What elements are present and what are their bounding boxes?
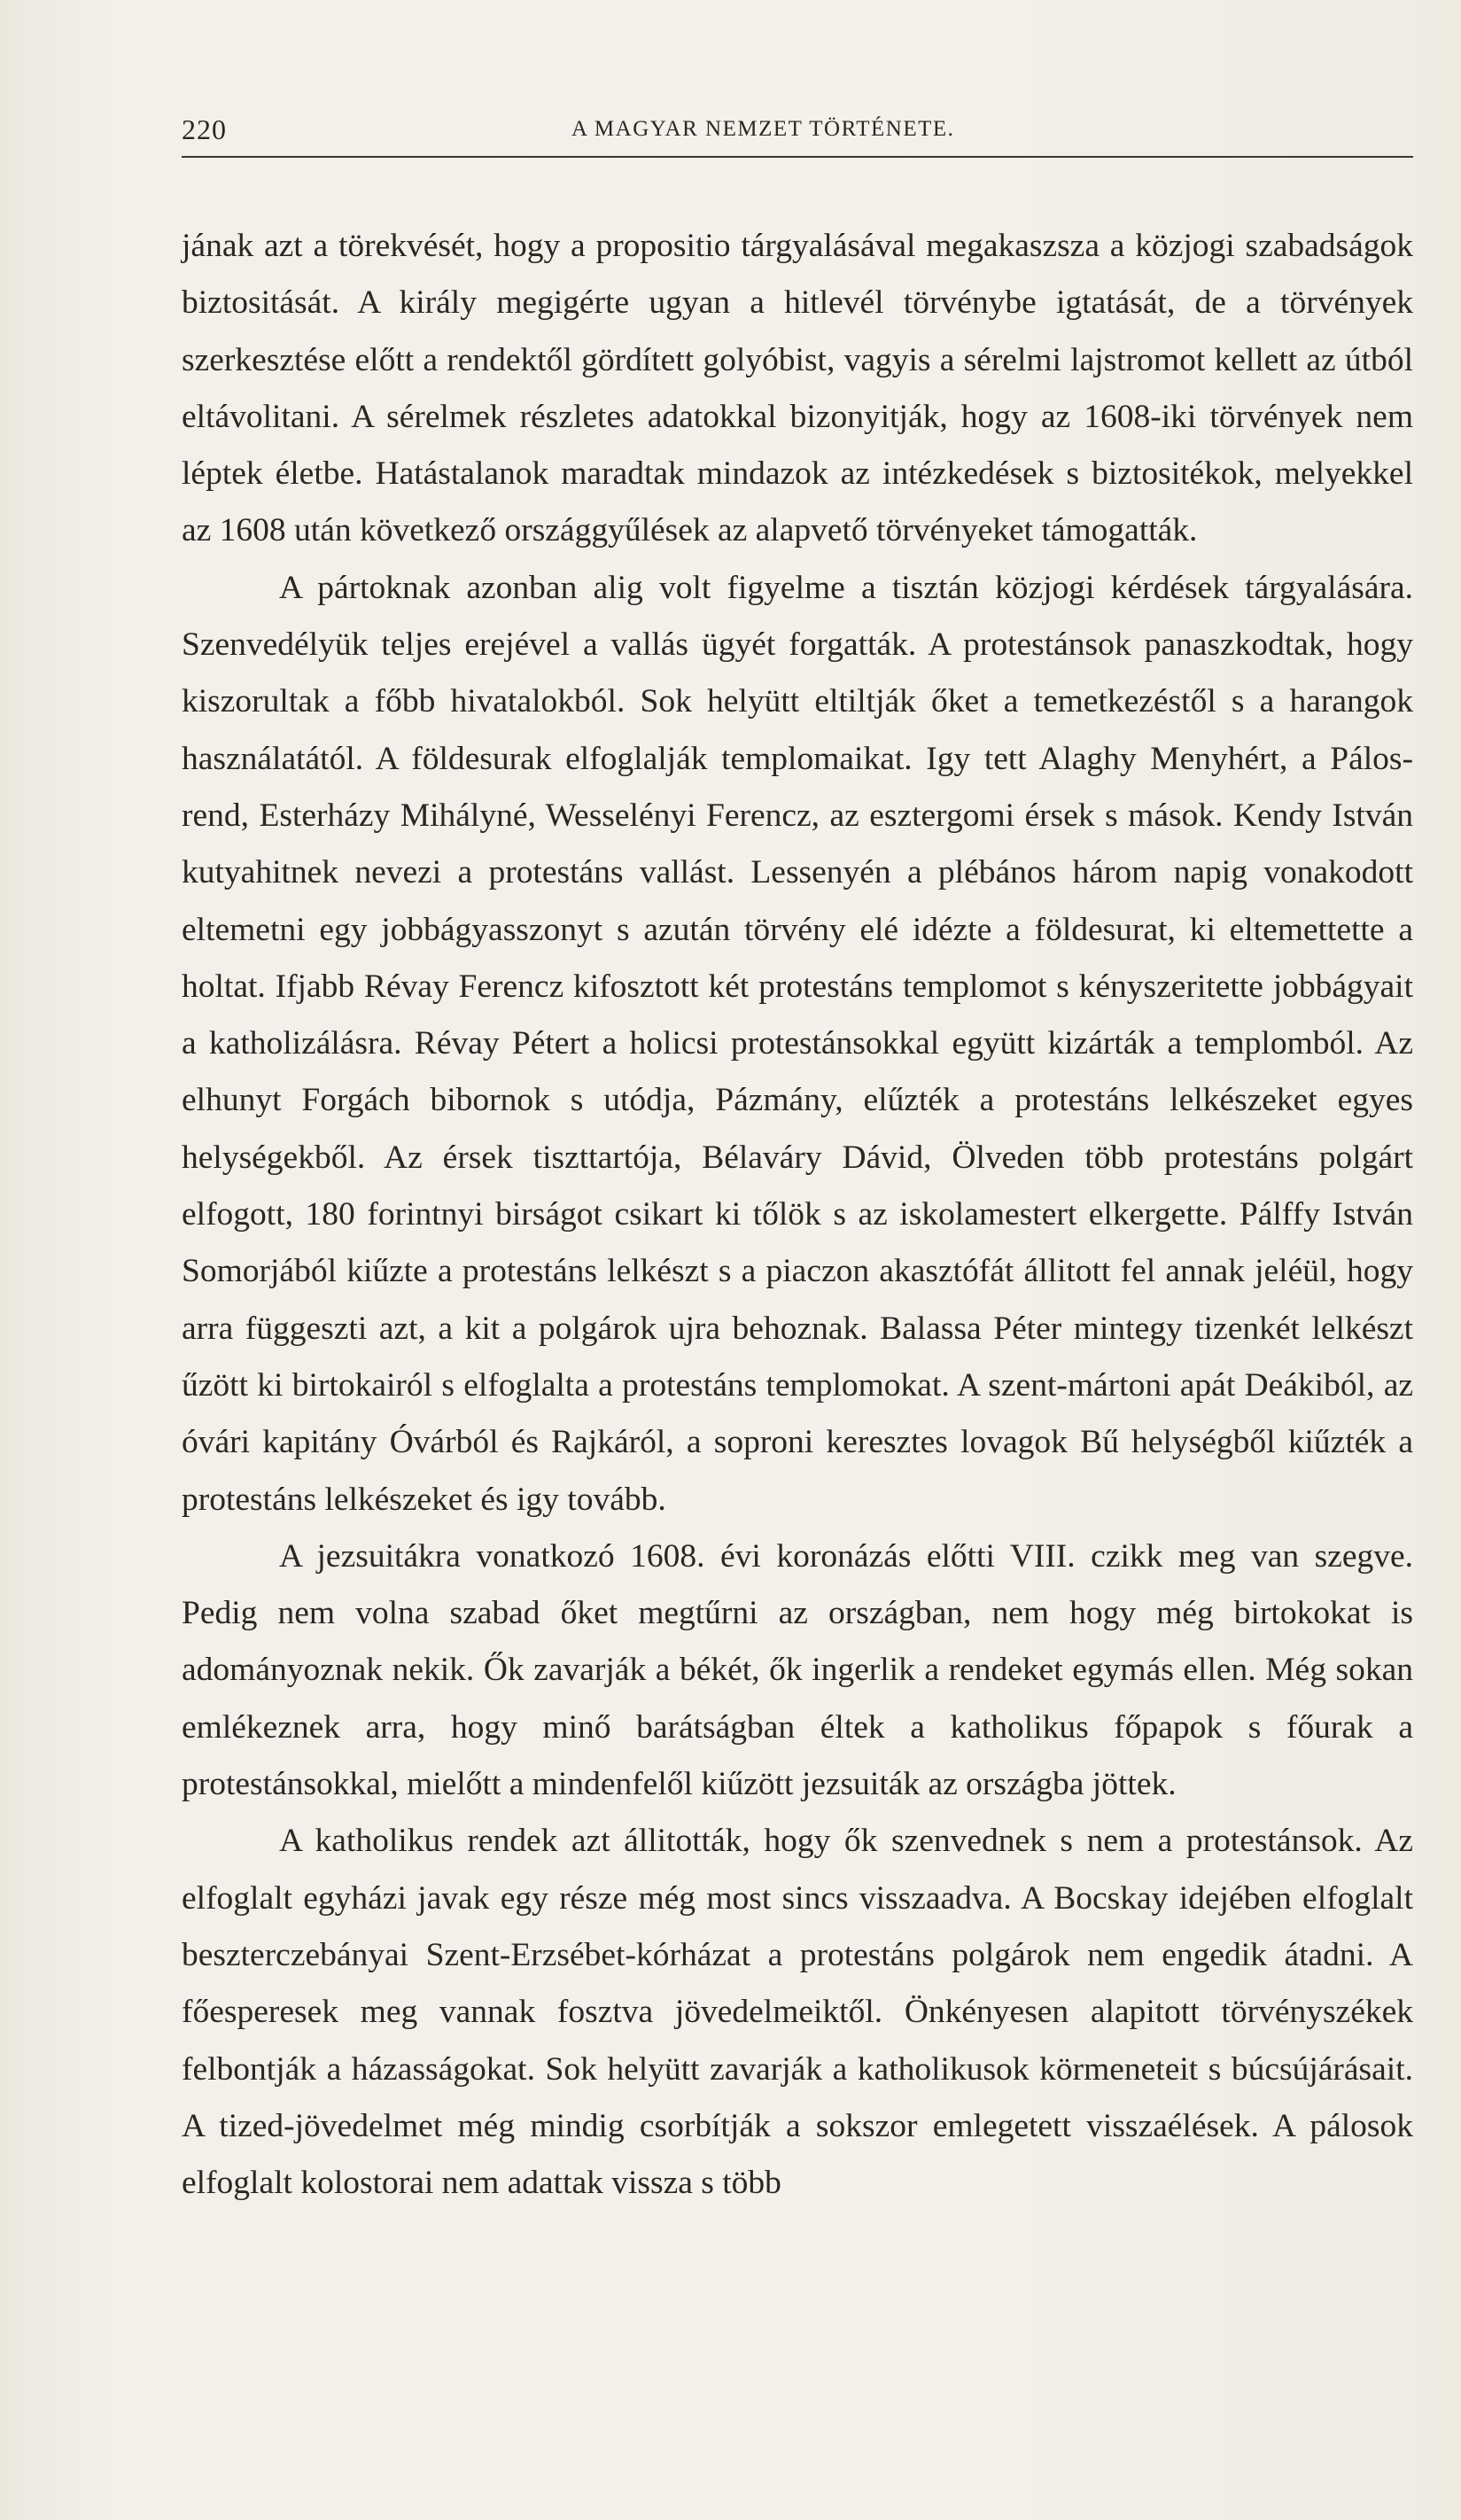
header-rule	[182, 156, 1413, 158]
paragraph: A katholikus rendek azt állitották, hogy ők szenvednek s nem a protestánsok. Az elfoglalt egyházi javak egy része még most sincs visszaadva. A Bocskay idejében elfoglalt beszterczebányai Szent-Erzsébet-kórházat a protestáns polgárok nem engedik átadni. A főesperesek meg vannak fosztva jövedelmeiktől. Önkényesen alapitott törvényszékek felbontják a házasságokat. Sok helyütt zavarják a katholikusok körmeneteit s búcsújárásait. A tized-jövedelmet még mindig csorbítják a sokszor emlegetett visszaélések. A pálosok elfoglalt kolostorai nem adattak vissza s több	[182, 1823, 1413, 2202]
paragraph: A pártoknak azonban alig volt figyelme a tisztán közjogi kérdések tárgyalására. Szenvedélyük teljes erejével a vallás ügyét forgatták. A protestánsok panaszkodtak, hogy kiszorultak a főbb hivatalokból. Sok helyütt eltiltják őket a temetkezéstől s a harangok használatától. A földesurak elfoglalják templomaikat. Igy tett Alaghy Menyhért, a Pálos-rend, Esterházy Mihályné, Wesselényi Ferencz, az esztergomi érsek s mások. Kendy István kutyahitnek nevezi a protestáns vallást. Lessenyén a plébános három napig vonakodott eltemetni egy jobbágyasszonyt s azután törvény elé idézte a földesurat, ki eltemettette a holtat. Ifjabb Révay Ferencz kifosztott két protestáns templomot s kényszeritette jobbágyait a katholizálásra. Révay Pétert a holicsi protestánsokkal együtt kizárták a templomból. Az elhunyt Forgách bibornok s utódja, Pázmány, elűzték a protestáns lelkészeket egyes helységekből. Az érsek tiszttartója, Bélaváry Dávid, Ölveden több protestáns polgárt elfogott, 180 forintnyi birságot csikart ki tőlök s az iskolamestert elkergette. Pálffy István Somorjából kiűzte a protestáns lelkészt s a piaczon akasztófát állitott fel annak jeléül, hogy arra függeszti azt, a kit a polgárok ujra behoznak. Balassa Péter mintegy tizenkét lelkészt űzött ki birtokairól s elfoglalta a protestáns templomokat. A szent-mártoni apát Deákiból, az óvári kapitány Óvárból és Rajkáról, a soproni keresztes lovagok Bű helységből kiűzték a protestáns lelkészeket és igy tovább.	[182, 569, 1413, 1518]
paragraph: jának azt a törekvését, hogy a propositio tárgyalásával megakaszsza a közjogi szabadságok biztositását. A király megigérte ugyan a hitlevél törvénybe igtatását, de a törvények szerkesztése előtt a rendektől gördített golyóbist, vagyis a sérelmi lajstromot kellett az útból eltávolitani. A sérelmek részletes adatokkal bizonyitják, hogy az 1608-iki törvények nem léptek életbe. Hatástalanok maradtak mindazok az intézkedések s biztositékok, melyekkel az 1608 után következő országgyűlések az alapvető törvényeket támogatták.	[182, 228, 1413, 549]
paragraph: A jezsuitákra vonatkozó 1608. évi koronázás előtti VIII. czikk meg van szegve. Pedig nem volna szabad őket megtűrni az országban, nem hogy még birtokokat is adományoznak nekik. Ők zavarják a békét, ők ingerlik a rendeket egymás ellen. Még sokan emlékeznek arra, hogy minő barátságban éltek a katholikus főpapok s főurak a protestánsokkal, mielőtt a mindenfelől kiűzött jezsuiták az országba jöttek.	[182, 1537, 1413, 1803]
body-text	[182, 218, 1413, 2212]
page-header	[182, 105, 1418, 158]
running-title: A MAGYAR NEMZET TÖRTÉNETE.	[571, 117, 955, 141]
page-number: 220	[182, 113, 227, 145]
